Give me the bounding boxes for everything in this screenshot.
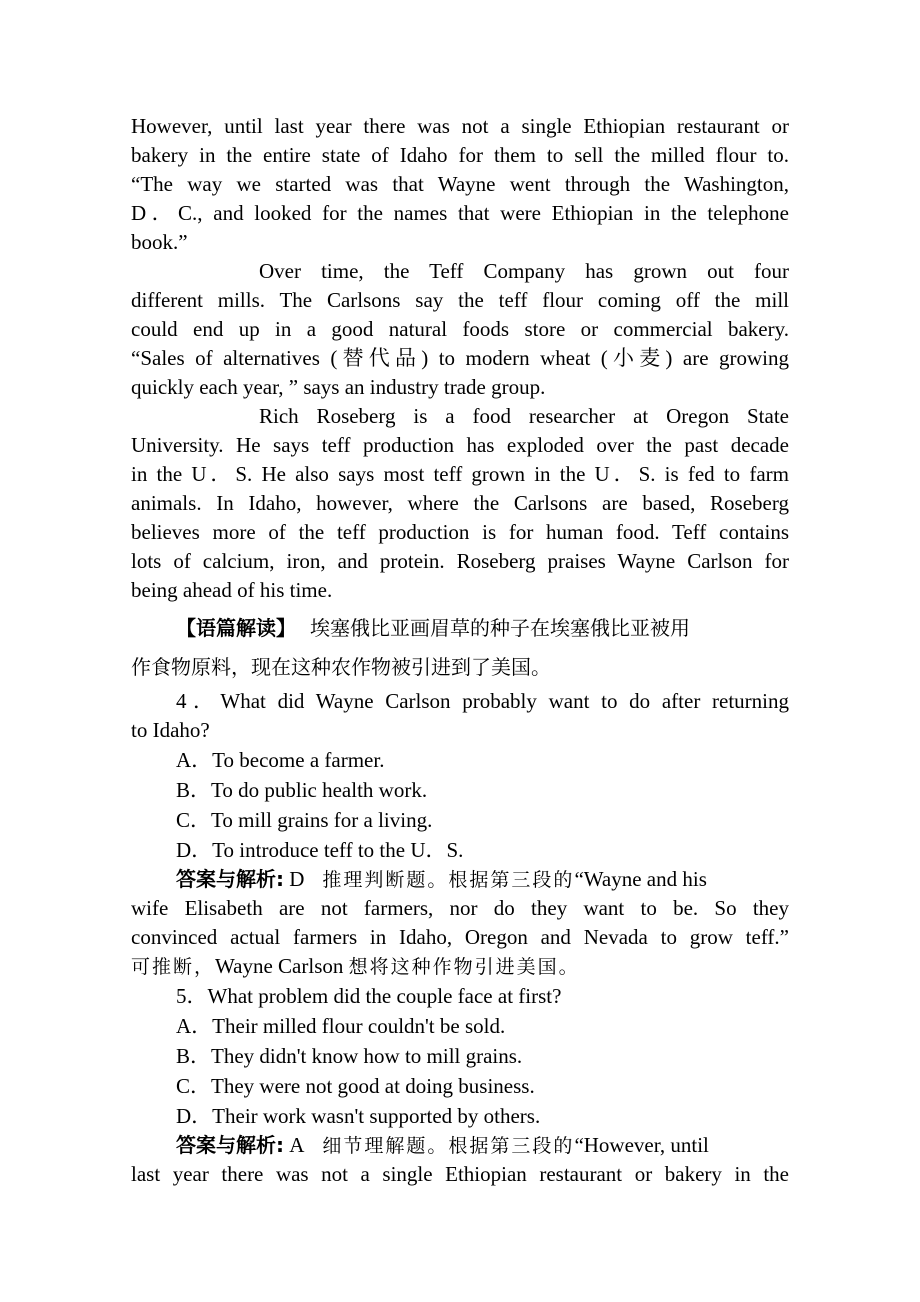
passage-summary — [131, 609, 789, 687]
option-b: B．They didn't know how to mill grains. — [176, 1044, 523, 1068]
option-d: D．Their work wasn't supported by others. — [176, 1104, 541, 1128]
question-4 — [131, 687, 789, 981]
answer-letter: A — [284, 1133, 305, 1157]
passage-line: book.” — [131, 230, 188, 254]
option-d: D．To introduce teff to the U．S. — [176, 838, 464, 862]
passage-paragraph-start: Over time, the Teff Company has grown out four — [259, 259, 789, 283]
answer-line — [131, 1131, 789, 1160]
summary-text: 埃塞俄比亚画眉草的种子在埃塞俄比亚被用 — [310, 616, 690, 640]
answer-letter: D — [284, 867, 305, 891]
passage-line: animals. In Idaho, however, where the Carlsons are based, Roseberg — [131, 491, 789, 515]
answer-type: 推理判断题。根据第三段的 — [322, 869, 575, 891]
option-a: A．Their milled flour couldn't be sold. — [176, 1014, 506, 1038]
answer-line: last year there was not a single Ethiopian restaurant or bakery in the — [131, 1162, 789, 1186]
passage-line: bakery in the entire state of Idaho for them to sell the milled flour to. — [131, 143, 789, 167]
passage-line: “Sales of alternatives (替代品) to modern wheat (小麦) are growing — [131, 346, 789, 370]
passage-paragraph-start: Rich Roseberg is a food researcher at Oregon State — [259, 404, 789, 428]
answer-line: convinced actual farmers in Idaho, Oregon and Nevada to grow teff.” — [131, 925, 789, 949]
passage-line: “The way we started was that Wayne went through the Washington, — [131, 172, 789, 196]
answer-label: 答案与解析: — [176, 1133, 284, 1157]
passage-line: believes more of the teff production is for human food. Teff contains — [131, 520, 789, 544]
option-b: B．To do public health work. — [176, 778, 428, 802]
passage-line: However, until last year there was not a single Ethiopian restaurant or — [131, 114, 789, 138]
question-stem: 5．What problem did the couple face at first? — [176, 984, 562, 1008]
document-page — [131, 112, 789, 1189]
passage-line: being ahead of his time. — [131, 578, 333, 602]
option-c: C．They were not good at doing business. — [176, 1074, 535, 1098]
option-c: C．To mill grains for a living. — [176, 808, 433, 832]
passage-line: University. He says teff production has exploded over the past decade — [131, 433, 789, 457]
answer-label: 答案与解析: — [176, 867, 284, 891]
answer-quote: “However, until — [574, 1133, 709, 1157]
answer-cn: 可推断， — [131, 956, 216, 978]
passage-line: D．C., and looked for the names that were Ethiopian in the telephone — [131, 201, 789, 225]
passage-line: in the U．S. He also says most teff grown in the U．S. is fed to farm — [131, 462, 789, 486]
answer-line — [131, 865, 789, 894]
summary-label: 【语篇解读】 — [176, 616, 296, 640]
passage-line: lots of calcium, iron, and protein. Roseberg praises Wayne Carlson for — [131, 549, 789, 573]
summary-line: 作食物原料，现在这种农作物被引进到了美国。 — [131, 655, 551, 679]
question-5 — [131, 981, 789, 1189]
summary-line — [131, 609, 789, 647]
question-stem: to Idaho? — [131, 718, 210, 742]
option-a: A．To become a farmer. — [176, 748, 385, 772]
passage-line: quickly each year, ” says an industry trade group. — [131, 375, 546, 399]
passage-line: different mills. The Carlsons say the teff flour coming off the mill — [131, 288, 789, 312]
answer-line — [131, 952, 789, 981]
answer-type: 细节理解题。根据第三段的 — [322, 1135, 575, 1157]
answer-quote: “Wayne and his — [574, 867, 707, 891]
answer-line: wife Elisabeth are not farmers, nor do they want to be. So they — [131, 896, 789, 920]
answer-cn: 想将这种作物引进美国。 — [348, 956, 580, 978]
passage-line: could end up in a good natural foods store or commercial bakery. — [131, 317, 789, 341]
reading-passage — [131, 112, 789, 605]
question-stem: 4．What did Wayne Carlson probably want to do after returning — [176, 689, 789, 713]
answer-en: Wayne Carlson — [215, 954, 349, 978]
